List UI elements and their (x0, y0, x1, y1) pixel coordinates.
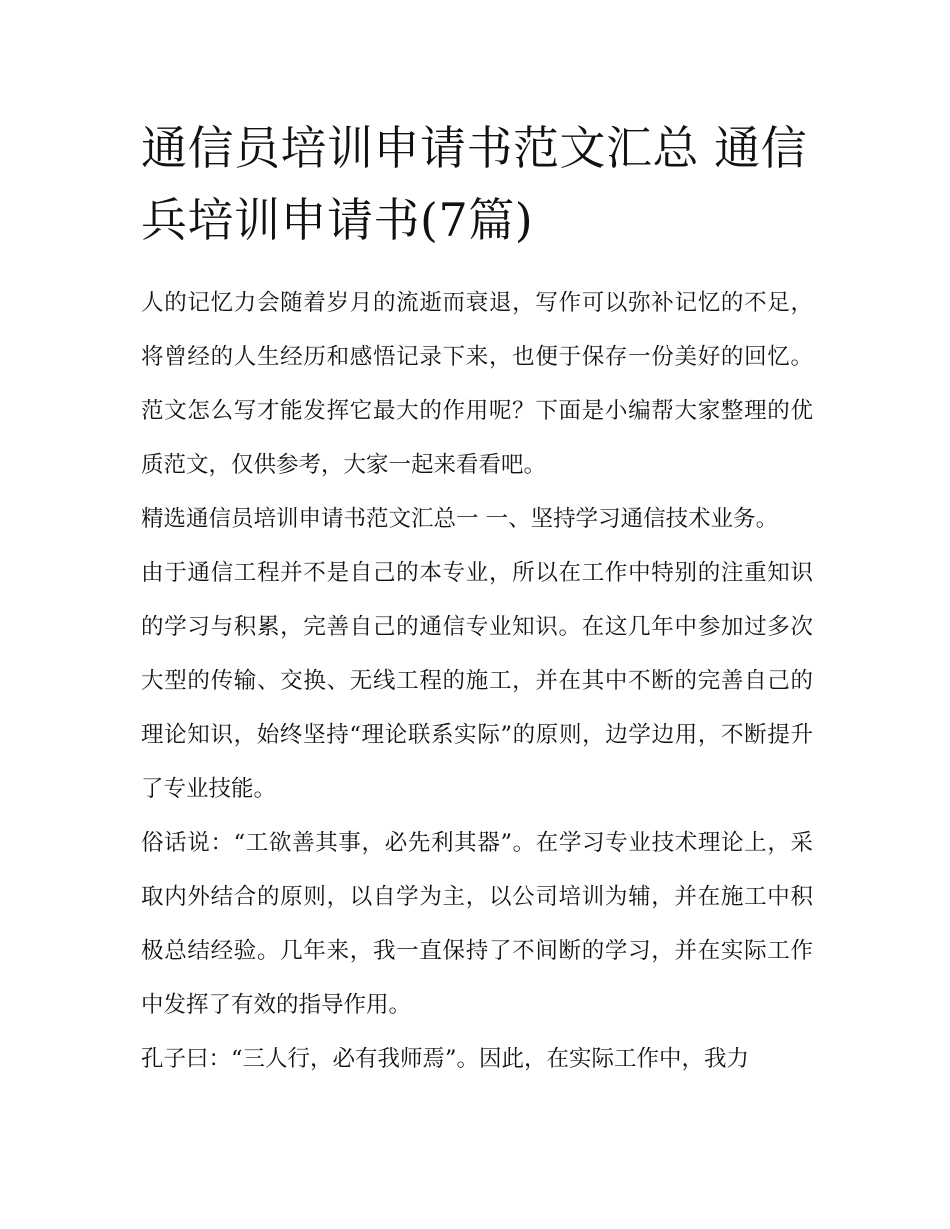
paragraph-study: 由于通信工程并不是自己的本专业，所以在工作中特别的注重知识的学习与积累，完善自己的通信专业知识。在这几年中参加过多次大型的传输、交换、无线工程的施工，并在其中不断的完善自己的理论知识，始终坚持“理论联系实际”的原则，边学边用，不断提升了专业技能。 (141, 560, 813, 802)
paragraph-confucius: 孔子曰：“三人行，必有我师焉”。因此，在实际工作中，我力 (141, 1046, 750, 1072)
paragraph-section-heading: 精选通信员培训申请书范文汇总一 一、坚持学习通信技术业务。 (141, 506, 779, 532)
paragraph-proverb: 俗话说：“工欲善其事，必先利其器”。在学习专业技术理论上，采取内外结合的原则，以自学为主，以公司培训为辅，并在施工中积极总结经验。几年来，我一直保持了不间断的学习，并在实际工作中发挥了有效的指导作用。 (141, 830, 813, 1018)
document-title: 通信员培训申请书范文汇总 通信兵培训申请书(7篇) (141, 121, 808, 247)
paragraph-intro: 人的记忆力会随着岁月的流逝而衰退，写作可以弥补记忆的不足，将曾经的人生经历和感悟记录下来，也便于保存一份美好的回忆。范文怎么写才能发挥它最大的作用呢？下面是小编帮大家整理的优质范文，仅供参考，大家一起来看看吧。 (141, 290, 813, 478)
document-body (141, 276, 813, 1086)
